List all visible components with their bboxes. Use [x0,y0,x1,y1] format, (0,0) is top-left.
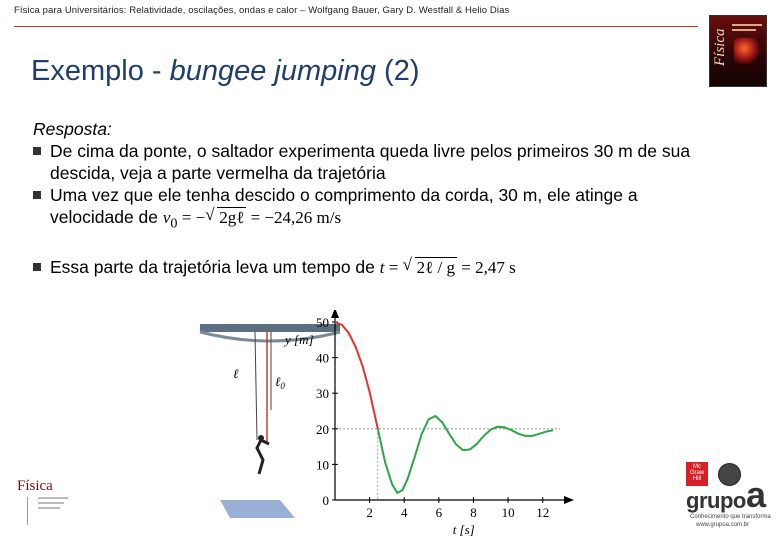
series-freefall-line [335,322,378,429]
cover-text-line [732,29,756,31]
eq-equals: = [384,258,403,278]
x-tick-label: 12 [536,505,550,520]
water-surface [220,500,295,518]
y-axis-label: y [m] [285,332,314,347]
y-tick-label: 20 [316,421,329,437]
eq-variable: t [379,258,385,278]
sqrt-icon: √ [402,255,412,275]
slide-content [33,118,713,279]
eq-sqrt [205,207,246,229]
cover-text-line [732,24,762,26]
footer-small-print [38,497,78,512]
university-seal-icon [718,463,741,486]
publisher-logos [686,458,774,538]
book-cover-image [709,15,767,87]
y-tick-label: 10 [316,457,329,473]
cover-artwork [734,38,760,64]
x-tick-label: 6 [435,505,443,520]
y-tick-label: 0 [322,493,329,508]
bullet-text: De cima da ponte, o saltador experimenta queda livre pelos primeiros 30 m de sua descida, veja a parte vermelha da trajetória [50,141,691,183]
footer-book-logo: Física [17,478,53,494]
header-rule [14,26,698,27]
eq-subscript: 0 [170,215,178,232]
cover-title: Física [712,28,728,66]
cord-length-label: ℓ [233,366,239,381]
eq-radicand: 2gℓ [219,208,245,227]
velocity-equation [162,205,342,232]
bullet-2 [33,184,713,234]
footer-divider [27,497,28,525]
book-header: Física para Universitários: Relatividade, oscilações, ondas e calor – Wolfgang Bauer, Gary D. Westfall & Helio Dias [14,5,510,16]
y-tick-label: 40 [316,350,329,366]
resposta-label: Resposta: [33,119,112,139]
x-tick-label: 4 [400,505,408,520]
bridge-arch [200,332,340,341]
mcgraw-hill-logo: Mc Graw Hill [686,462,708,486]
x-tick-label: 8 [470,505,477,520]
bullet-square-icon [33,263,41,271]
bullet-text: Uma vez que ele tenha descido o comprimento da corda, 30 m, ele atinge a velocidade de [50,185,638,227]
y-tick-label: 30 [316,386,329,402]
grupo-a-mark: a [746,474,767,515]
jumper-head [258,435,264,441]
eq-sqrt [403,257,457,279]
x-tick-label: 2 [366,505,373,520]
publisher-tagline: Conhecimento que transforma [690,514,771,520]
eq-value: = −24,26 m/s [246,208,342,227]
slide-title [31,55,420,88]
x-tick-label: 10 [501,505,515,520]
title-suffix: (2) [376,55,420,87]
title-italic: bungee jumping [169,55,376,87]
unstretched-length-label: ℓ$_0$ [275,374,285,391]
bullet-square-icon [33,147,41,155]
eq-radicand: 2ℓ / g [416,258,455,278]
title-prefix: Exemplo - [31,55,170,87]
series-oscillation-line [378,416,553,493]
bullet-1 [33,140,713,184]
eq-equals: = − [177,208,206,227]
bungee-chart [195,310,580,538]
bullet-square-icon [33,191,41,199]
eq-value: = 2,47 s [456,258,516,278]
bungee-figure [195,310,580,538]
x-axis-arrow-icon [564,496,574,504]
y-axis-arrow-icon [331,310,339,318]
publisher-site: www.grupoa.com.br [696,522,750,528]
eq-variable: v [162,208,171,227]
sqrt-icon: √ [205,205,215,224]
cord-line [255,332,257,440]
plot-area [283,310,574,537]
jumper-icon [257,440,269,474]
bullet-text: Essa parte da trajetória leva um tempo de [50,257,375,278]
y-tick-label: 50 [316,315,329,330]
time-equation [379,255,516,278]
x-axis-label: t [s] [452,522,475,537]
grupo-logo: grupo [686,488,746,513]
bullet-3 [33,256,713,279]
